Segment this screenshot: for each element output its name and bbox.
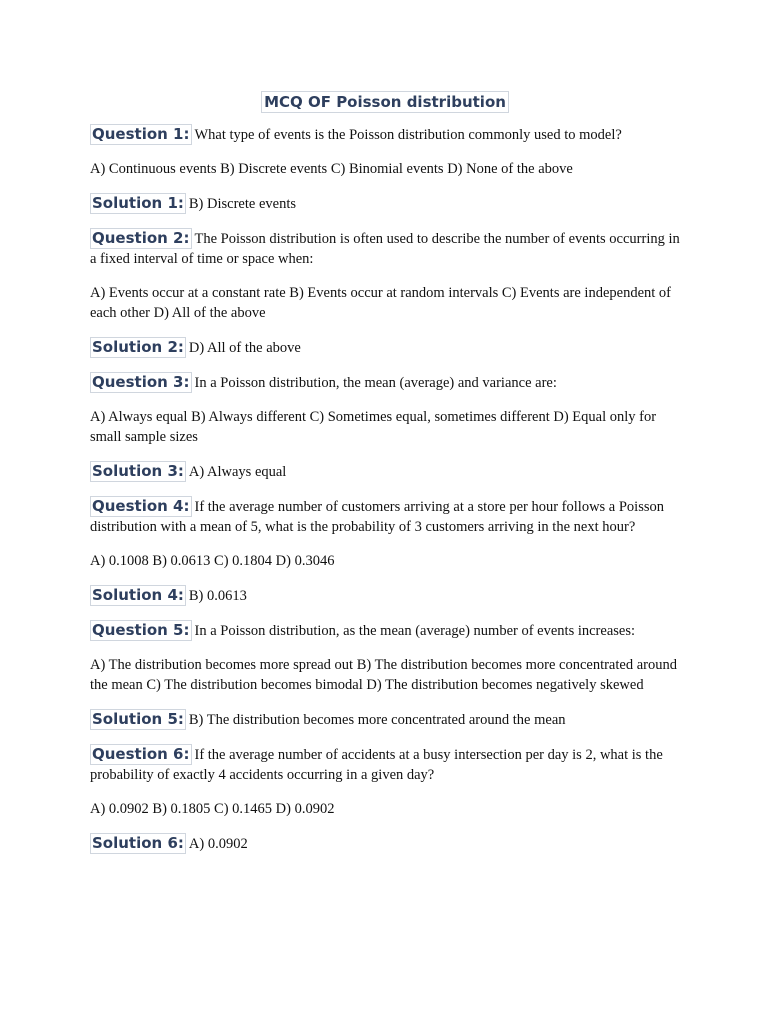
solution-label: Solution 5: [92,710,184,728]
solution-2 [90,337,680,358]
question-6 [90,744,680,785]
question-4 [90,496,680,537]
solution-text: B) 0.0613 [188,588,247,604]
options-4: A) 0.1008 B) 0.0613 C) 0.1804 D) 0.3046 [90,553,335,569]
solution-text: D) All of the above [188,340,301,356]
question-2 [90,228,680,269]
question-label: Question 2: [92,229,190,247]
solution-label: Solution 4: [92,586,184,604]
solution-label: Solution 2: [92,338,184,356]
question-text: In a Poisson distribution, as the mean (average) number of events increases: [194,623,636,639]
solution-4 [90,585,680,606]
document-page [90,91,680,868]
question-text: If the average number of accidents at a busy intersection per day is 2, what is the probability of exactly 4 accidents occurring in a given day? [90,747,663,783]
solution-text: A) 0.0902 [188,836,248,852]
solution-6 [90,833,680,854]
options-5: A) The distribution becomes more spread out B) The distribution becomes more concentrated around the mean C) The distribution becomes bimodal D) The distribution becomes negatively skewed [90,657,677,693]
question-5 [90,620,680,641]
options-6: A) 0.0902 B) 0.1805 C) 0.1465 D) 0.0902 [90,801,335,817]
question-label: Question 6: [92,745,190,763]
question-text: If the average number of customers arriving at a store per hour follows a Poisson distribution with a mean of 5, what is the probability of 3 customers arriving in the next hour? [90,499,665,535]
solution-1 [90,193,680,214]
options-1: A) Continuous events B) Discrete events C) Binomial events D) None of the above [90,161,573,177]
question-3 [90,372,680,393]
question-label: Question 4: [92,497,190,515]
solution-label: Solution 3: [92,462,184,480]
question-label: Question 1: [92,125,190,143]
solution-text: B) Discrete events [188,196,296,212]
solution-3 [90,461,680,482]
question-label: Question 5: [92,621,190,639]
question-text: In a Poisson distribution, the mean (average) and variance are: [194,375,557,391]
question-1 [90,124,680,145]
solution-text: A) Always equal [188,464,287,480]
solution-5 [90,709,680,730]
question-text: What type of events is the Poisson distribution commonly used to model? [194,127,622,143]
solution-label: Solution 1: [92,194,184,212]
document-title-row [90,91,680,113]
document-title: MCQ OF Poisson distribution [261,91,509,113]
question-label: Question 3: [92,373,190,391]
solution-label: Solution 6: [92,834,184,852]
question-text: The Poisson distribution is often used to describe the number of events occurring in a fixed interval of time or space when: [90,231,680,267]
options-2: A) Events occur at a constant rate B) Events occur at random intervals C) Events are independent of each other D) All of the above [90,285,671,321]
options-3: A) Always equal B) Always different C) Sometimes equal, sometimes different D) Equal only for small sample sizes [90,409,657,445]
solution-text: B) The distribution becomes more concentrated around the mean [188,712,566,728]
